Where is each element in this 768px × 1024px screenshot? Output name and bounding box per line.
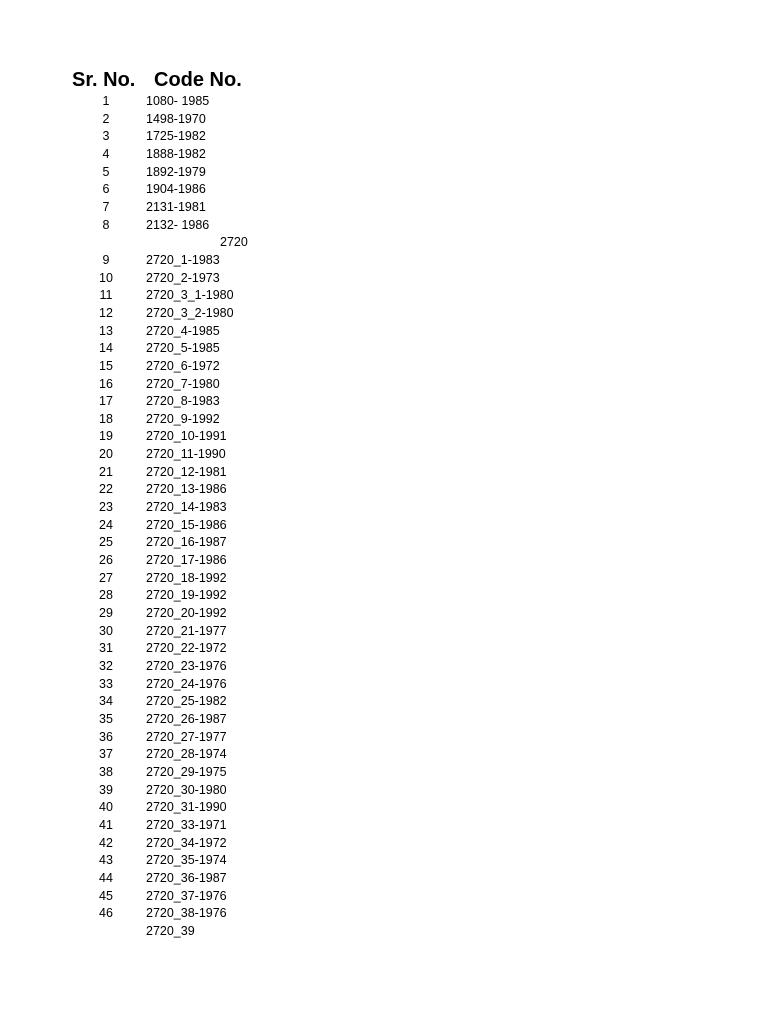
table-row (0, 146, 768, 164)
sr-no-cell: 30 (99, 623, 113, 638)
code-no-cell: 1498-1970 (146, 111, 206, 126)
table-row (0, 729, 768, 747)
table-row (0, 128, 768, 146)
code-no-cell: 2720_16-1987 (146, 535, 227, 550)
sr-no-cell: 23 (99, 500, 113, 515)
code-no-cell: 2720_13-1986 (146, 482, 227, 497)
sr-no-cell: 17 (99, 394, 113, 409)
code-no-cell: 2720_33-1971 (146, 817, 227, 832)
table-row (0, 323, 768, 341)
code-no-cell: 2720_25-1982 (146, 694, 227, 709)
table-row (0, 782, 768, 800)
code-no-cell: 2720_29-1975 (146, 764, 227, 779)
sr-no-cell: 44 (99, 870, 113, 885)
code-no-cell: 1888-1982 (146, 146, 206, 161)
code-no-cell: 2720_26-1987 (146, 711, 227, 726)
table-row (0, 799, 768, 817)
sr-no-cell: 45 (99, 888, 113, 903)
table-row (0, 570, 768, 588)
sr-no-cell: 34 (99, 694, 113, 709)
sr-no-cell: 13 (99, 323, 113, 338)
table-row (0, 358, 768, 376)
sr-no-cell: 10 (99, 270, 113, 285)
table-row (0, 658, 768, 676)
table-row (0, 446, 768, 464)
sr-no-cell: 24 (99, 517, 113, 532)
code-no-cell: 2720_39 (146, 923, 195, 938)
sr-no-cell: 25 (99, 535, 113, 550)
sr-no-cell: 14 (99, 341, 113, 356)
table-row (0, 623, 768, 641)
table-row (0, 287, 768, 305)
table-row (0, 305, 768, 323)
code-no-cell: 2720_23-1976 (146, 659, 227, 673)
code-no-cell: 2720_22-1972 (146, 641, 227, 656)
sr-no-cell: 38 (99, 764, 113, 779)
sr-no-cell: 1 (102, 94, 110, 108)
code-no-cell: 2132- 1986 (146, 217, 210, 232)
table-row (0, 270, 768, 288)
code-no-cell: 2720_12-1981 (146, 464, 227, 479)
table-row (0, 534, 768, 552)
sr-no-cell: 6 (102, 182, 110, 197)
sr-no-cell: 4 (102, 146, 110, 161)
group-heading-row (0, 234, 768, 252)
code-no-cell: 2720_11-1990 (146, 447, 226, 462)
code-no-cell: 2720_6-1972 (146, 358, 220, 373)
sr-no-cell: 27 (99, 570, 113, 585)
table-row (0, 764, 768, 782)
sr-no-cell: 8 (102, 217, 110, 232)
code-no-cell: 2720_38-1976 (146, 906, 227, 921)
table-row (0, 93, 768, 111)
sr-no-cell: 40 (99, 800, 113, 815)
table-row (0, 199, 768, 217)
code-no-cell: 2720_8-1983 (146, 394, 220, 409)
table-row (0, 587, 768, 605)
table-row (0, 852, 768, 870)
code-no-cell: 2720_20-1992 (146, 606, 227, 621)
table-row (0, 552, 768, 570)
sr-no-cell: 21 (99, 464, 113, 479)
sr-no-cell: 29 (99, 606, 113, 621)
sr-no-cell: 11 (99, 288, 113, 303)
code-no-cell: 2131-1981 (146, 199, 206, 214)
sr-no-cell: 28 (99, 588, 113, 603)
code-no-cell: 2720_18-1992 (146, 570, 227, 585)
sr-no-cell: 26 (99, 553, 113, 568)
table-row (0, 464, 768, 482)
table-row (0, 411, 768, 429)
code-no-cell: 2720_27-1977 (146, 729, 227, 744)
sr-no-cell: 5 (102, 164, 110, 179)
code-no-header: Code No. (154, 69, 242, 91)
code-no-cell: 2720_5-1985 (146, 341, 220, 356)
code-no-cell: 2720 (220, 235, 248, 250)
table-row (0, 923, 768, 941)
table-row (0, 605, 768, 623)
sr-no-cell: 39 (99, 782, 113, 797)
table-row (0, 870, 768, 888)
table-row (0, 817, 768, 835)
code-no-cell: 2720_4-1985 (146, 323, 220, 338)
code-no-cell: 2720_34-1972 (146, 835, 227, 850)
table-row (0, 393, 768, 411)
table-row (0, 217, 768, 235)
sr-no-header: Sr. No. (72, 69, 136, 91)
sr-no-cell: 15 (99, 358, 113, 373)
code-list (0, 93, 768, 941)
table-row (0, 499, 768, 517)
sr-no-cell: 9 (102, 252, 110, 267)
sr-no-cell: 32 (99, 659, 113, 673)
sr-no-cell: 20 (99, 447, 113, 462)
table-row (0, 517, 768, 535)
sr-no-cell: 22 (99, 482, 113, 497)
code-no-cell: 2720_30-1980 (146, 782, 227, 797)
code-no-cell: 2720_24-1976 (146, 676, 227, 691)
code-no-cell: 2720_15-1986 (146, 517, 227, 532)
code-no-cell: 2720_21-1977 (146, 623, 227, 638)
code-no-cell: 2720_14-1983 (146, 500, 227, 515)
code-no-cell: 2720_3_2-1980 (146, 305, 234, 320)
code-no-cell: 2720_9-1992 (146, 411, 220, 426)
table-row (0, 746, 768, 764)
sr-no-cell: 2 (102, 111, 110, 126)
table-row (0, 164, 768, 182)
table-row (0, 481, 768, 499)
table-row (0, 711, 768, 729)
code-no-cell: 1080- 1985 (146, 94, 210, 108)
table-row (0, 340, 768, 358)
code-no-cell: 2720_19-1992 (146, 588, 227, 603)
sr-no-cell: 43 (99, 853, 113, 868)
table-row (0, 835, 768, 853)
table-row (0, 905, 768, 923)
sr-no-cell: 16 (99, 376, 113, 391)
sr-no-cell: 33 (99, 676, 113, 691)
sr-no-cell: 42 (99, 835, 113, 850)
table-row (0, 693, 768, 711)
code-no-cell: 2720_17-1986 (146, 553, 227, 568)
code-no-cell: 1904-1986 (146, 182, 206, 197)
table-row (0, 428, 768, 446)
code-no-cell: 1892-1979 (146, 164, 206, 179)
table-row (0, 376, 768, 394)
code-no-cell: 2720_37-1976 (146, 888, 227, 903)
sr-no-cell: 41 (99, 817, 113, 832)
sr-no-cell: 37 (99, 747, 113, 762)
table-row (0, 181, 768, 199)
sr-no-cell: 31 (99, 641, 113, 656)
code-no-cell: 2720_7-1980 (146, 376, 220, 391)
table-row (0, 676, 768, 694)
code-no-cell: 1725-1982 (146, 129, 206, 144)
sr-no-cell: 7 (102, 199, 110, 214)
code-no-cell: 2720_1-1983 (146, 252, 220, 267)
code-no-cell: 2720_3_1-1980 (146, 288, 234, 303)
code-no-cell: 2720_31-1990 (146, 800, 227, 815)
table-row (0, 640, 768, 658)
code-no-cell: 2720_35-1974 (146, 853, 227, 868)
sr-no-cell: 35 (99, 711, 113, 726)
table-row (0, 888, 768, 906)
code-no-cell: 2720_36-1987 (146, 870, 227, 885)
sr-no-cell: 18 (99, 411, 113, 426)
sr-no-cell: 12 (99, 305, 113, 320)
table-row (0, 252, 768, 270)
sr-no-cell: 19 (99, 429, 113, 444)
sr-no-cell: 46 (99, 906, 113, 921)
sr-no-cell: 3 (102, 129, 110, 144)
code-no-cell: 2720_10-1991 (146, 429, 227, 444)
code-no-cell: 2720_28-1974 (146, 747, 227, 762)
code-no-cell: 2720_2-1973 (146, 270, 220, 285)
sr-no-cell: 36 (99, 729, 113, 744)
table-row (0, 111, 768, 129)
